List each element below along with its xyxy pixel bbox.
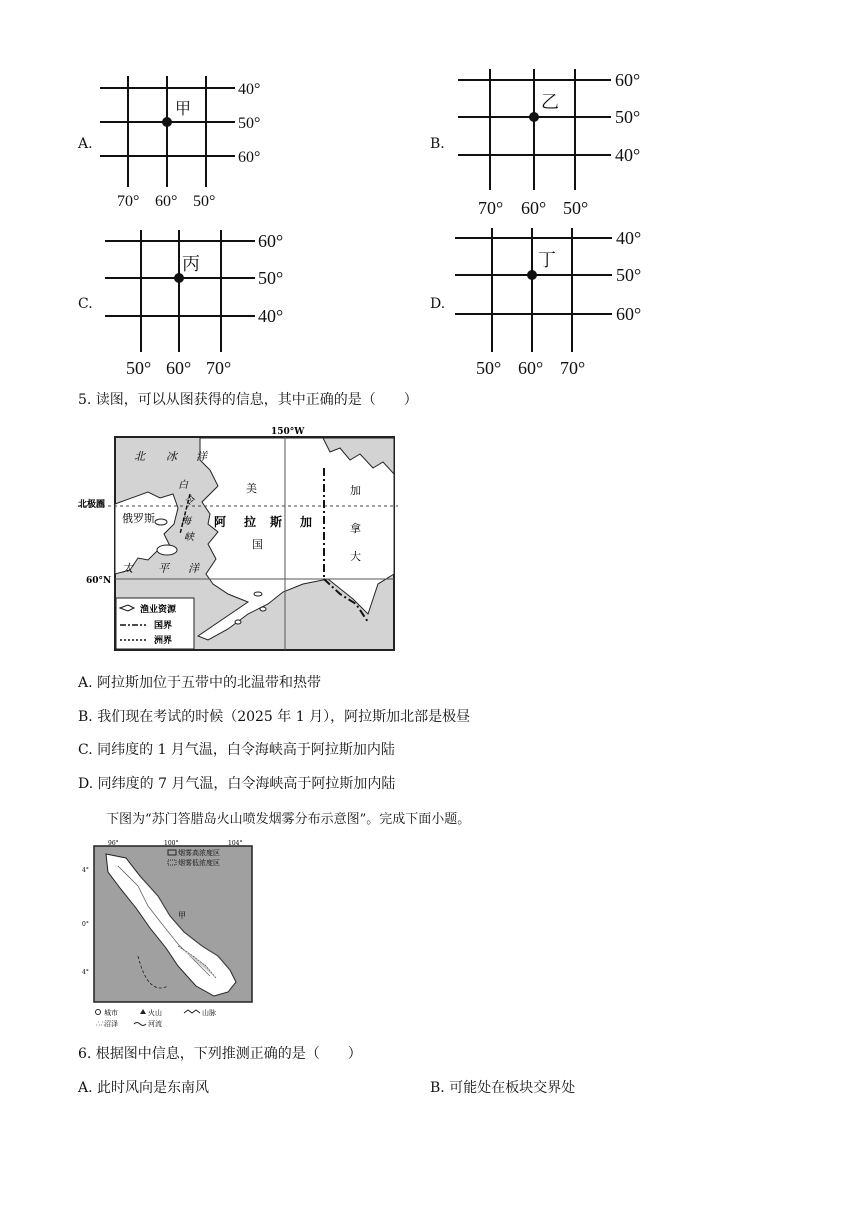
arctic-circle-label: 北极圈 (78, 500, 106, 510)
lon-label: 70° (206, 358, 232, 378)
country-label: 俄罗斯 (122, 512, 155, 525)
lat-label: 40° (615, 145, 641, 165)
strait-label: 令 (184, 496, 194, 507)
lon-label: 70° (478, 198, 504, 218)
region-label: 拉 (244, 515, 257, 529)
lon-label: 50° (476, 358, 502, 378)
lat-label: 60° (238, 149, 261, 166)
legend-label: 烟雾低浓度区 (178, 859, 220, 867)
strait-label: 白 (178, 480, 188, 491)
region-label: 大 (350, 550, 361, 563)
lon-label: 50° (563, 198, 589, 218)
ocean-label: 北 (134, 450, 145, 463)
question-6-stem: 6. 根据图中信息，下列推测正确的是（ ） (78, 1046, 362, 1062)
tick-label: 104° (228, 840, 243, 847)
legend-label: 渔业资源 (140, 605, 177, 615)
lat-label: 50° (615, 107, 641, 127)
meridian-label: 150°W (271, 427, 305, 437)
strait-label: 峡 (184, 532, 194, 543)
q6-option-b: B. 可能处在板块交界处 (430, 1080, 576, 1096)
section-intro: 下图为“苏门答腊岛火山喷发烟雾分布示意图”。完成下面小题。 (106, 812, 471, 827)
lon-label: 60° (518, 358, 544, 378)
lat-label: 40° (616, 228, 642, 248)
option-letter: A. (78, 136, 93, 152)
region-label: 斯 (270, 515, 283, 529)
tick-label: 100° (164, 840, 179, 847)
region-label: 加 (350, 484, 361, 497)
legend-label: 国界 (154, 621, 173, 631)
point-label: 丁 (538, 250, 556, 270)
lat-label: 50° (258, 268, 284, 288)
tick-label: 4° (82, 867, 89, 874)
point-label: 丙 (182, 254, 200, 274)
grid-diagram-a (95, 72, 285, 217)
strait-label: 海 (181, 516, 191, 527)
region-label: 阿 (214, 515, 227, 529)
q6-option-a: A. 此时风向是东南风 (78, 1080, 210, 1096)
ocean-label: 洋 (196, 450, 207, 463)
lon-label: 70° (117, 193, 140, 210)
lon-label: 50° (193, 193, 216, 210)
tick-label: 4° (82, 969, 89, 976)
legend-label: 城市 (104, 1009, 118, 1017)
lat-label: 50° (616, 265, 642, 285)
ocean-label: 冰 (166, 450, 177, 463)
grid-diagram-c (100, 228, 300, 380)
q5-option-b: B. 我们现在考试的时候（2025 年 1 月），阿拉斯加北部是极昼 (78, 709, 471, 725)
ocean-label: 洋 (188, 562, 199, 575)
lon-label: 60° (155, 193, 178, 210)
grid-diagram-b (453, 66, 663, 222)
legend-label: 火山 (148, 1009, 162, 1017)
lat-label: 60° (258, 231, 284, 251)
lon-label: 60° (166, 358, 192, 378)
q5-option-d: D. 同纬度的 7 月气温，白令海峡高于阿拉斯加内陆 (78, 776, 396, 792)
option-letter: C. (78, 296, 93, 312)
q5-option-a: A. 阿拉斯加位于五带中的北温带和热带 (78, 675, 322, 691)
region-label: 加 (300, 515, 313, 529)
svg-text:∴∴: ∴∴ (96, 1020, 105, 1028)
lat-label: 40° (238, 81, 261, 98)
point-label: 甲 (175, 101, 192, 118)
option-letter: D. (430, 296, 446, 312)
lon-label: 50° (126, 358, 152, 378)
question-5-stem: 5. 读图，可以从图获得的信息，其中正确的是（ ） (78, 392, 418, 408)
point-label: 甲 (178, 911, 186, 920)
point-label: 乙 (541, 92, 559, 112)
option-letter: B. (430, 136, 445, 152)
legend-label: 洲界 (154, 636, 173, 646)
region-label: 拿 (350, 522, 361, 535)
lon-label: 70° (560, 358, 586, 378)
ocean-label: 平 (158, 562, 169, 575)
lat-label: 40° (258, 306, 284, 326)
legend-label: 沼泽 (104, 1020, 118, 1028)
tick-label: 96° (108, 840, 119, 847)
grid-diagram-d (452, 226, 662, 382)
lon-label: 60° (521, 198, 547, 218)
sumatra-map (78, 836, 258, 1031)
region-label: 国 (252, 538, 263, 551)
lat-label: 60° (615, 70, 641, 90)
lat-label: 60° (616, 304, 642, 324)
region-label: 美 (246, 482, 257, 495)
alaska-map (78, 424, 398, 652)
ocean-label: 太 (122, 562, 133, 575)
legend-label: 烟雾高浓度区 (178, 849, 220, 857)
lat-label: 50° (238, 115, 261, 132)
q5-option-c: C. 同纬度的 1 月气温，白令海峡高于阿拉斯加内陆 (78, 742, 395, 758)
tick-label: 0° (82, 921, 89, 928)
legend-label: 山脉 (202, 1009, 216, 1017)
lat-60-label: 60°N (86, 576, 112, 586)
legend-label: 河流 (148, 1020, 162, 1028)
